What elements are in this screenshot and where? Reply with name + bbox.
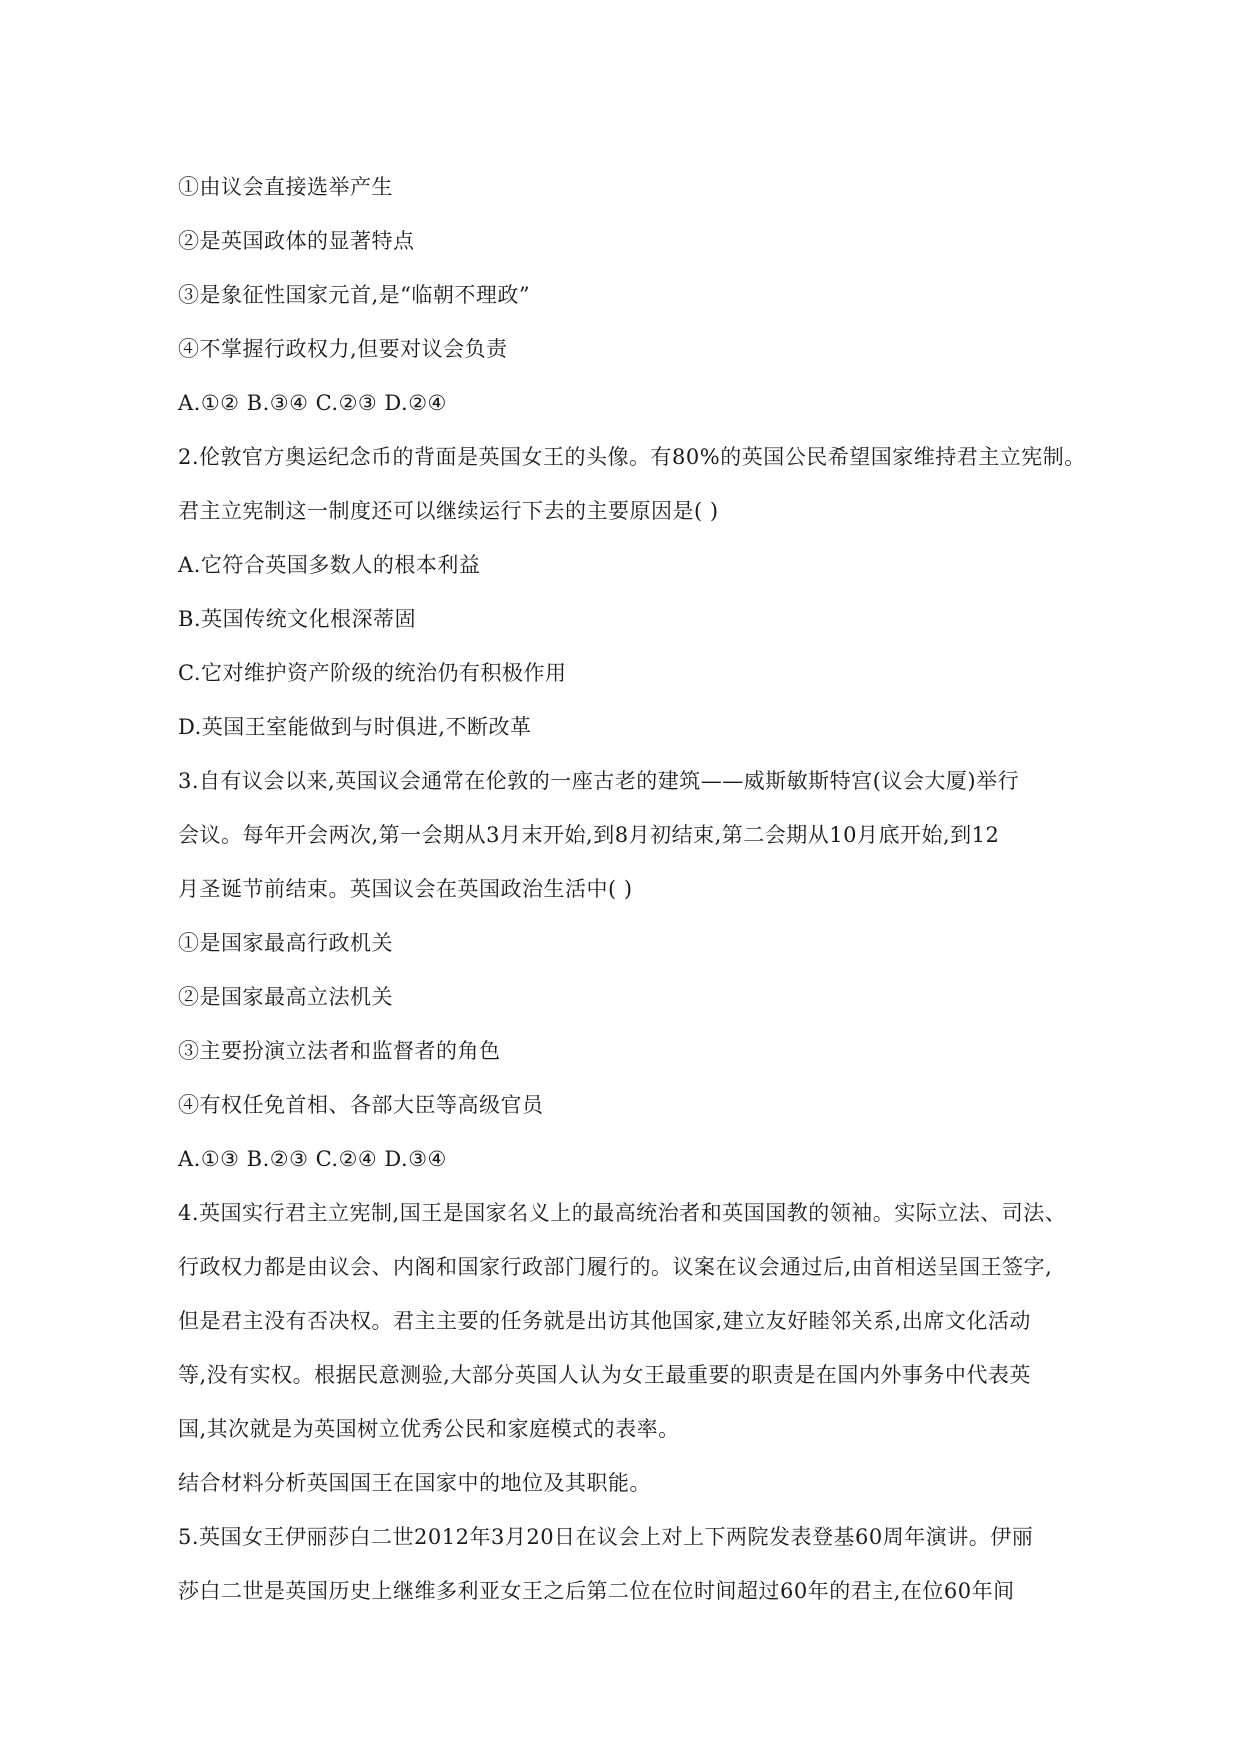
q5-stem-line-2: 莎白二世是英国历史上继维多利亚女王之后第二位在位时间超过60年的君主,在位60年间 [178, 1579, 1015, 1603]
q1-option-1: ①由议会直接选举产生 [178, 175, 393, 199]
q3-option-1: ①是国家最高行政机关 [178, 931, 393, 955]
q1-choices: A.①② B.③④ C.②③ D.②④ [178, 391, 447, 415]
q5-stem-line-1: 5.英国女王伊丽莎白二世2012年3月20日在议会上对上下两院发表登基60周年演讲。伊丽 [178, 1525, 1034, 1549]
q4-material-line-4: 等,没有实权。根据民意测验,大部分英国人认为女王最重要的职责是在国内外事务中代表英 [178, 1363, 1031, 1387]
q4-material-line-5: 国,其次就是为英国树立优秀公民和家庭模式的表率。 [178, 1417, 680, 1441]
q1-option-2: ②是英国政体的显著特点 [178, 229, 415, 253]
q3-stem-line-1: 3.自有议会以来,英国议会通常在伦敦的一座古老的建筑——威斯敏斯特宫(议会大厦)举行 [178, 769, 1020, 793]
q2-choice-b: B.英国传统文化根深蒂固 [178, 607, 417, 631]
q2-stem-line-1: 2.伦敦官方奥运纪念币的背面是英国女王的头像。有80%的英国公民希望国家维持君主立宪制。 [178, 445, 1086, 469]
q4-material-line-3: 但是君主没有否决权。君主主要的任务就是出访其他国家,建立友好睦邻关系,出席文化活动 [178, 1309, 1031, 1333]
q3-option-4: ④有权任免首相、各部大臣等高级官员 [178, 1093, 544, 1117]
q2-stem-line-2: 君主立宪制这一制度还可以继续运行下去的主要原因是( ) [178, 499, 719, 523]
q4-material-line-1: 4.英国实行君主立宪制,国王是国家名义上的最高统治者和英国国教的领袖。实际立法、司法、 [178, 1201, 1067, 1225]
q2-choice-a: A.它符合英国多数人的根本利益 [178, 553, 481, 577]
q1-option-4: ④不掌握行政权力,但要对议会负责 [178, 337, 508, 361]
q3-stem-line-3: 月圣诞节前结束。英国议会在英国政治生活中( ) [178, 877, 633, 901]
document-body [178, 160, 1086, 1618]
q1-option-3: ③是象征性国家元首,是“临朝不理政” [178, 283, 531, 307]
q3-option-3: ③主要扮演立法者和监督者的角色 [178, 1039, 501, 1063]
q3-choices: A.①③ B.②③ C.②④ D.③④ [178, 1147, 447, 1171]
q3-option-2: ②是国家最高立法机关 [178, 985, 393, 1009]
q4-prompt: 结合材料分析英国国王在国家中的地位及其职能。 [178, 1471, 651, 1495]
q2-choice-d: D.英国王室能做到与时俱进,不断改革 [178, 715, 532, 739]
q3-stem-line-2: 会议。每年开会两次,第一会期从3月末开始,到8月初结束,第二会期从10月底开始,到12 [178, 823, 1000, 847]
q4-material-line-2: 行政权力都是由议会、内阁和国家行政部门履行的。议案在议会通过后,由首相送呈国王签字, [178, 1255, 1053, 1279]
q2-choice-c: C.它对维护资产阶级的统治仍有积极作用 [178, 661, 567, 685]
